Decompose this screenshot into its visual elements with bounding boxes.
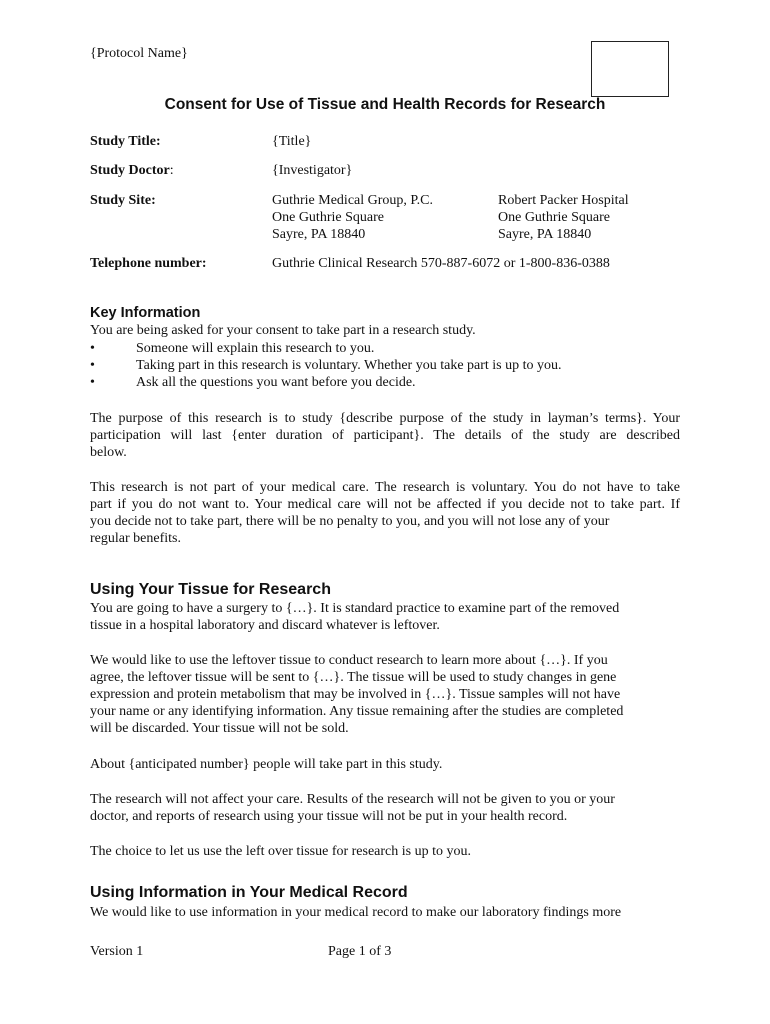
voluntary-line-3: you decide not to take part, there will be no penalty to you, and you will not lose any of your xyxy=(90,514,610,529)
irb-stamp-box xyxy=(591,41,669,97)
medical-record-p1: We would like to use information in your medical record to make our laboratory findings more xyxy=(90,905,622,920)
bullet-marker: • xyxy=(90,358,95,373)
bullet-marker: • xyxy=(90,341,95,356)
tissue-p3: About {anticipated number} people will take part in this study. xyxy=(90,757,443,772)
key-info-bullet-3: Ask all the questions you want before you decide. xyxy=(136,375,416,390)
site2-line3: Sayre, PA 18840 xyxy=(498,227,592,242)
voluntary-line-1: This research is not part of your medical care. The research is voluntary. You do not have to take xyxy=(90,480,680,495)
tissue-p2-line-1: We would like to use the leftover tissue to conduct research to learn more about {…}. If you xyxy=(90,653,608,668)
purpose-line-1: The purpose of this research is to study {describe purpose of the study in layman’s terms}. Your xyxy=(90,411,680,426)
tissue-p4-line-2: doctor, and reports of research using your tissue will not be put in your health record. xyxy=(90,809,568,824)
study-title-label: Study Title: xyxy=(90,134,161,149)
study-doctor-value: {Investigator} xyxy=(272,163,353,178)
key-info-bullet-1: Someone will explain this research to you. xyxy=(136,341,375,356)
site2-line1: Robert Packer Hospital xyxy=(498,193,629,208)
protocol-name: {Protocol Name} xyxy=(90,46,188,61)
tissue-p1-line-1: You are going to have a surgery to {…}. It is standard practice to examine part of the removed xyxy=(90,601,620,616)
telephone-label: Telephone number: xyxy=(90,256,207,271)
purpose-line-2: participation will last {enter duration of participant}. The details of the study are described xyxy=(90,428,680,443)
tissue-p2-line-5: will be discarded. Your tissue will not be sold. xyxy=(90,721,349,736)
key-information-heading: Key Information xyxy=(90,305,201,321)
site1-line3: Sayre, PA 18840 xyxy=(272,227,366,242)
tissue-heading: Using Your Tissue for Research xyxy=(90,581,331,598)
medical-record-heading: Using Information in Your Medical Record xyxy=(90,884,408,901)
site1-line2: One Guthrie Square xyxy=(272,210,384,225)
voluntary-line-2: part if you do not want to. Your medical care will not be affected if you decide not to take part. If xyxy=(90,497,680,512)
tissue-p2-line-2: agree, the leftover tissue will be sent to {…}. The tissue will be used to study changes in gene xyxy=(90,670,617,685)
tissue-p1-line-2: tissue in a hospital laboratory and discard whatever is leftover. xyxy=(90,618,440,633)
tissue-p2-line-4: your name or any identifying information. Any tissue remaining after the studies are completed xyxy=(90,704,624,719)
site1-line1: Guthrie Medical Group, P.C. xyxy=(272,193,433,208)
telephone-value: Guthrie Clinical Research 570-887-6072 or 1-800-836-0388 xyxy=(272,256,610,271)
study-doctor-label: Study Doctor: xyxy=(90,163,174,178)
key-info-bullet-2: Taking part in this research is voluntary. Whether you take part is up to you. xyxy=(136,358,562,373)
footer-page-number: Page 1 of 3 xyxy=(328,944,392,959)
study-title-value: {Title} xyxy=(272,134,312,149)
site2-line2: One Guthrie Square xyxy=(498,210,610,225)
bullet-marker: • xyxy=(90,375,95,390)
tissue-p4-line-1: The research will not affect your care. Results of the research will not be given to you or your xyxy=(90,792,615,807)
footer-version: Version 1 xyxy=(90,944,144,959)
tissue-p5: The choice to let us use the left over tissue for research is up to you. xyxy=(90,844,471,859)
page-title: Consent for Use of Tissue and Health Records for Research xyxy=(164,96,606,113)
purpose-line-3: below. xyxy=(90,445,127,460)
key-info-intro: You are being asked for your consent to take part in a research study. xyxy=(90,323,476,338)
study-site-label: Study Site: xyxy=(90,193,156,208)
tissue-p2-line-3: expression and protein metabolism that may be involved in {…}. Tissue samples will not have xyxy=(90,687,621,702)
voluntary-line-4: regular benefits. xyxy=(90,531,181,546)
